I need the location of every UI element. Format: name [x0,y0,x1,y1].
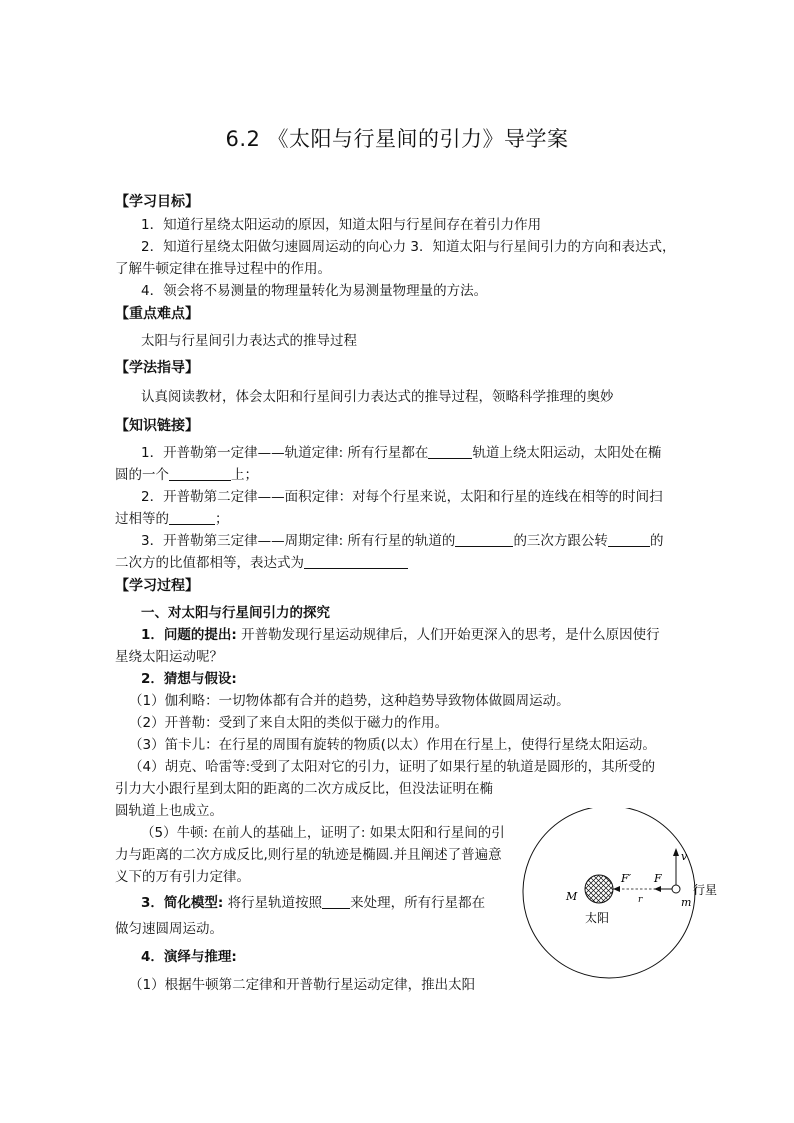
goal-2-continued: 了解牛顿定律在推导过程中的作用。 [115,261,331,277]
radius-label: r [638,895,643,905]
section-heading-key: 【重点难点】 [115,306,199,322]
force-arrow-on-planet [654,886,661,892]
link-item-1-continued: 圆的一个 上； [115,467,258,483]
link-item-3-continued: 二次方的比值都相等，表达式为 [115,552,685,574]
blank-7[interactable] [322,894,350,909]
link-item-3: 3．开普勒第三定律——周期定律: 所有行星的轨道的 的三次方跟公转 的 [141,533,664,549]
hypothesis-2: （2）开普勒：受到了来自太阳的类似于磁力的作用。 [129,715,449,731]
sun-mass-label: M [566,890,578,903]
velocity-label: v [681,850,688,863]
section-heading-link: 【知识链接】 [115,418,199,434]
question-1-continued: 星绕太阳运动呢？ [115,649,223,665]
process-heading-1: 一、对太阳与行星间引力的探究 [141,605,330,621]
section-heading-goals: 【学习目标】 [115,194,199,210]
velocity-arrow [673,848,679,856]
hypothesis-4: （4）胡克、哈雷等:受到了太阳对它的引力，证明了如果行星的轨道是圆形的，其所受的 [129,759,656,775]
link-item-2-continued: 过相等的 ； [115,511,229,527]
sun-icon [585,875,613,903]
method-text: 认真阅读教材，体会太阳和行星间引力表达式的推导过程，领略科学推理的奥妙 [141,389,614,405]
force-arrow-on-sun [613,886,620,892]
blank-1[interactable] [428,444,472,459]
force-label-sun: F′ [621,872,632,885]
hypothesis-4-end: 圆轨道上也成立。 [115,803,223,819]
blank-4[interactable] [455,532,513,547]
planet-icon [672,885,680,893]
question-1: 1．问题的提出: 开普勒发现行星运动规律后，人们开始更深入的思考，是什么原因使行 [141,627,660,643]
blank-3[interactable] [169,510,215,525]
link-item-2: 2．开普勒第二定律——面积定律：对每个行星来说，太阳和行星的连线在相等的时间扫 [141,489,663,505]
goal-4: 4．领会将不易测量的物理量转化为易测量物理量的方法。 [141,283,488,299]
question-3-continued: 做匀速圆周运动。 [115,921,223,937]
section-heading-process: 【学习过程】 [115,578,199,594]
planet-label: 行星 [693,883,718,897]
planet-mass-label: m [681,896,692,909]
sun-label: 太阳 [585,911,610,925]
section-heading-method: 【学法指导】 [115,360,199,376]
question-3: 3．简化模型: 将行星轨道按照 来处理，所有行星都在 [141,895,486,911]
question-4: 4．演绎与推理: [141,949,237,965]
hypothesis-4-continued: 引力大小跟行星到太阳的距离的二次方成反比，但没法证明在椭 [115,781,493,797]
document-title: 6.2 《太阳与行星间的引力》导学案 [225,127,569,151]
sun-planet-diagram [516,808,726,983]
blank-6[interactable] [304,554,408,569]
link-item-1: 1．开普勒第一定律——轨道定律: 所有行星都在 轨道上绕太阳运动，太阳处在椭 [141,445,662,461]
hypothesis-1: （1）伽利略：一切物体都有合并的趋势，这种趋势导致物体做圆周运动。 [129,693,570,709]
key-text: 太阳与行星间引力表达式的推导过程 [141,333,357,349]
hypothesis-5: （5）牛顿: 在前人的基础上，证明了: 如果太阳和行星间的引力与距离的二次方成反比,则行星的轨迹是椭圆.并且阐述了普遍意义下的万有引力定律。 [115,825,505,885]
force-label-planet: F [654,872,662,885]
goal-1: 1．知道行星绕太阳运动的原因，知道太阳与行星间存在着引力作用 [141,217,542,233]
reasoning-1: （1）根据牛顿第二定律和开普勒行星运动定律，推出太阳 [129,977,476,993]
blank-2[interactable] [169,466,231,481]
goal-2: 2．知道行星绕太阳做匀速圆周运动的向心力 3．知道太阳与行星间引力的方向和表达式， [141,239,676,255]
blank-5[interactable] [608,532,650,547]
hypothesis-3: （3）笛卡儿：在行星的周围有旋转的物质(以太）作用在行星上，使得行星绕太阳运动。 [129,737,656,753]
question-2: 2．猜想与假设: [141,671,237,687]
